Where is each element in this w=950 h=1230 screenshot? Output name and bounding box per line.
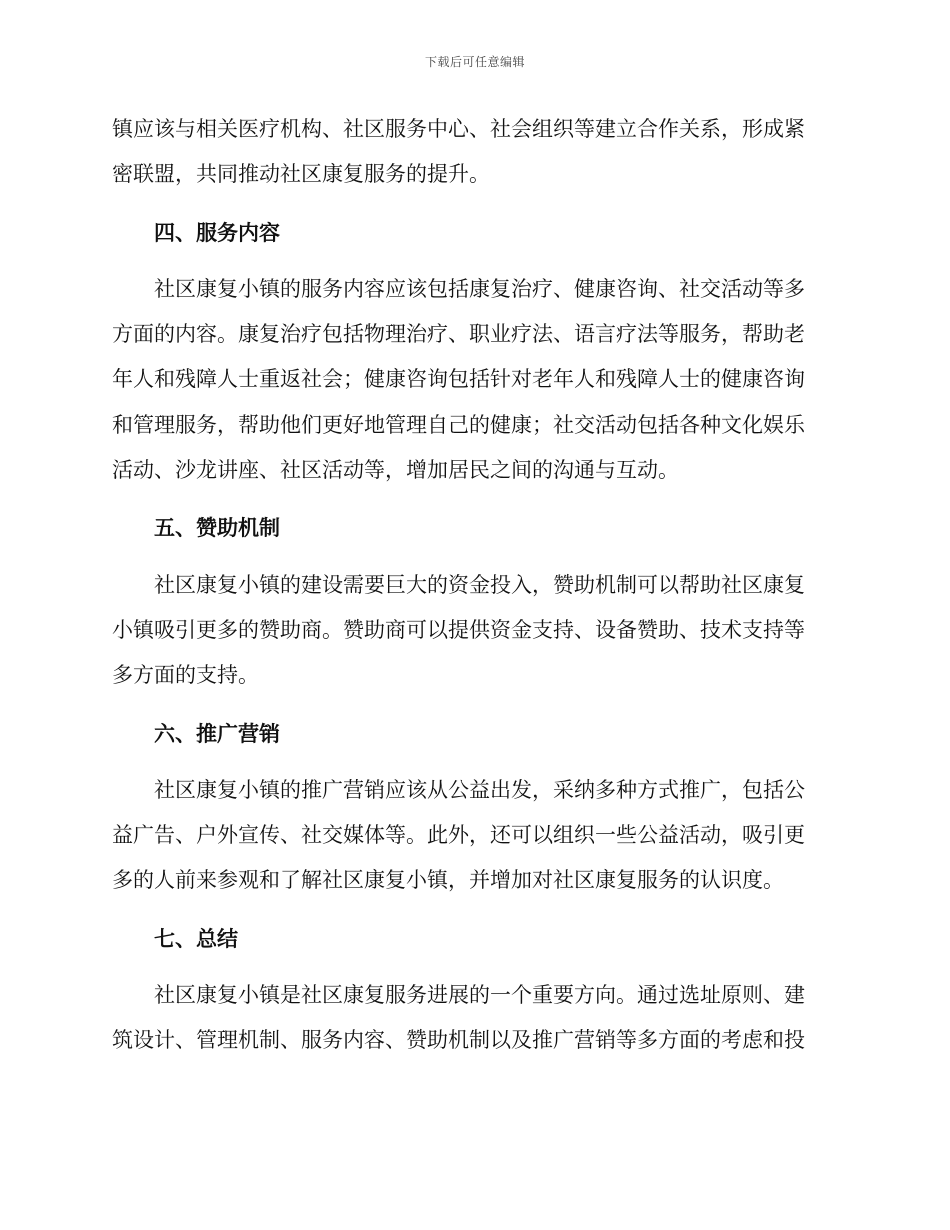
paragraph-line: 社区康复小镇是社区康复服务进展的一个重要方向。通过选址原则、建 <box>154 983 805 1008</box>
paragraph-sponsorship <box>112 563 830 699</box>
paragraph-line: 年人和残障人士重返社会；健康咨询包括针对老年人和残障人士的健康咨询 <box>112 367 805 392</box>
page-header: 下载后可任意编辑 <box>424 55 525 69</box>
paragraph-line: 社区康复小镇的服务内容应该包括康复治疗、健康咨询、社交活动等多 <box>154 276 805 301</box>
paragraph-line: 筑设计、管理机制、服务内容、赞助机制以及推广营销等多方面的考虑和投 <box>112 1028 805 1053</box>
paragraph-line: 和管理服务，帮助他们更好地管理自己的健康；社交活动包括各种文化娱乐 <box>112 412 805 437</box>
paragraph-summary <box>112 973 830 1064</box>
paragraph-marketing <box>112 768 830 904</box>
paragraph-line: 小镇吸引更多的赞助商。赞助商可以提供资金支持、设备赞助、技术支持等 <box>112 617 805 642</box>
section-heading-sponsorship: 五、赞助机制 <box>154 515 280 541</box>
document-body <box>112 107 830 1064</box>
section-heading-summary: 七、总结 <box>154 925 238 951</box>
paragraph-line: 方面的内容。康复治疗包括物理治疗、职业疗法、语言疗法等服务，帮助老 <box>112 322 805 347</box>
paragraph-continuation <box>112 107 830 198</box>
paragraph-line: 多方面的支持。 <box>112 663 259 688</box>
paragraph-line: 益广告、户外宣传、社交媒体等。此外，还可以组织一些公益活动，吸引更 <box>112 823 805 848</box>
paragraph-line: 密联盟，共同推动社区康复服务的提升。 <box>112 162 490 187</box>
section-heading-marketing: 六、推广营销 <box>154 720 280 746</box>
paragraph-line: 多的人前来参观和了解社区康复小镇，并增加对社区康复服务的认识度。 <box>112 868 784 893</box>
paragraph-line: 社区康复小镇的推广营销应该从公益出发，采纳多种方式推广，包括公 <box>154 777 805 802</box>
paragraph-service-content <box>112 267 830 493</box>
section-heading-service-content: 四、服务内容 <box>154 219 280 245</box>
paragraph-line: 社区康复小镇的建设需要巨大的资金投入，赞助机制可以帮助社区康复 <box>154 572 805 597</box>
paragraph-line: 镇应该与相关医疗机构、社区服务中心、社会组织等建立合作关系，形成紧 <box>112 117 805 141</box>
paragraph-line: 活动、沙龙讲座、社区活动等，增加居民之间的沟通与互动。 <box>112 458 679 483</box>
